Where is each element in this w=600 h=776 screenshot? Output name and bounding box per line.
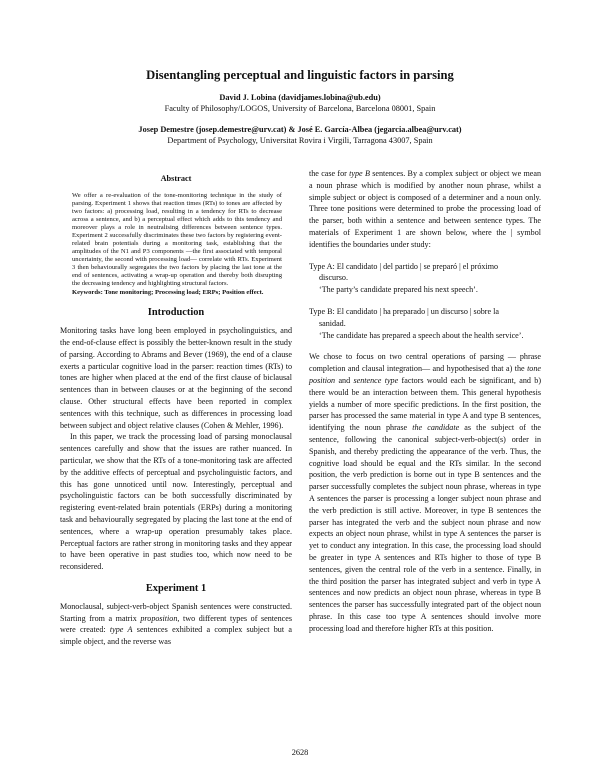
right-column [309, 168, 541, 634]
abstract [60, 192, 292, 298]
author-affiliation: Faculty of Philosophy/LOGOS, University of Barcelona, Barcelona 08001, Spain [164, 103, 436, 113]
example-gloss: ‘The candidate has prepared a speech about the health service’. [319, 330, 524, 340]
emphasis: type B [349, 169, 370, 178]
paragraph [60, 601, 292, 648]
emphasis: type A [109, 625, 133, 635]
example-type-b [309, 306, 541, 341]
text-run: We chose to focus on two central operations of parsing — phrase completion and clausal integration— and hypothesised that a) the [309, 352, 541, 374]
emphasis: proposition [140, 613, 178, 623]
page-number: 2628 [291, 748, 309, 757]
author-name: José E. García-Albea (jegarcia.albea@urv.cat) [297, 125, 462, 134]
introduction-body [60, 325, 292, 573]
text-run: , two different types of sentences were created: [60, 613, 292, 635]
author-affiliation: Department of Psychology, Universitat Rovira i Virgili, Tarragona 43007, Spain [167, 135, 433, 145]
left-column [60, 168, 292, 648]
example-gloss: ‘The party’s candidate prepared his next speech’. [319, 285, 478, 295]
author-name: Josep Demestre (josep.demestre@urv.cat) [138, 125, 287, 134]
section-heading-introduction: Introduction [147, 307, 205, 319]
text-run: sentences. By a complex subject or object we mean a noun phrase which is modified by another noun phrase, whilst a simple subject or object is composed of a determiner and a noun only. Three tone positions were determined to probe the processing load of the parser, both within a sentence and between sentence types. The materials of Experiment 1 are shown below, where the | symbol identifies the boundaries under study: [309, 169, 541, 249]
text-run: Monoclausal, subject-verb-object Spanish sentences were constructed. Starting from a matrix [60, 601, 292, 623]
author-block-2 [0, 125, 600, 146]
example-line: Type A: El candidato | del partido | se preparó | el próximo [309, 261, 499, 271]
paragraph: Monitoring tasks have long been employed in psycholinguistics, and the end-of-clause effect is possibly the better-known result in the study of parsing. According to Abrams and Bever (1969), the end of a clause exerts a particular cognitive load in the parser: reaction times (RTs) to tones are higher when placed at the end of the first clause of biclausal sentences than in between clauses or at the beginning of the second clause. Other structural effects have been reported in complex sentences with this technique, such as differences in processing load between subject and object relative clauses (Cohen & Mehler, 1996). [60, 326, 292, 430]
author-names-line [0, 125, 600, 136]
text-run: factors would each be significant, and b) there would be an interaction between them. This general hypothesis yields a number of more specific predictions. In the first position, the parser has processed the same material in type A and type B sentences, identifying the noun phrase [309, 375, 542, 433]
example-line: discurso. [319, 273, 348, 283]
text-run: sentences exhibited a complex subject but a simple object, and the reverse was [60, 625, 292, 647]
example-type-a [309, 261, 541, 296]
author-name: David J. Lobina (davidjames.lobina@ub.edu) [219, 93, 381, 102]
abstract-text: We offer a re-evaluation of the tone-monitoring technique in the study of parsing. Experiment 1 shows that reaction times (RTs) to tones are affected by two factors: a) processing load, resulting in a tendency for RTs to decrease across a sentence, and b) a perceptual effect which adds to this tendency and moreover plays a role in neutralising differences between sentence types. Experiment 2 successfully discriminates these two factors by registering event-related brain potentials during a monitoring task, establishing that the amplitudes of the N1 and P3 components —the first associated with temporal uncertainty, the second with processing load— correlate with RTs. Experiment 3 then behaviourally segregates the two factors by placing the last tone at the end of sentences, activating a wrap-up operation and thereby both disrupting the decreasing tendency and highlighting structural factors. [72, 191, 282, 288]
author-ampersand: & [286, 125, 298, 134]
paragraph: In this paper, we track the processing load of parsing monoclausal sentences carefully and show that the issues are rather nuanced. In particular, we show that the RTs of a tone-monitoring task are affected by the additive effects of perceptual and psycholinguistic factors, and this has gone unnoticed until now. Interestingly, perceptual and psycholinguistic factors can be both successfully discriminated by registering event-related brain potentials (ERPs) during a monitoring task and behaviourally segregated by placing the last tone at the end of sentences, where a wrap-up operation presumably takes place. Perceptual factors are rather strong in monitoring tasks and they appear to have been operative in past studies too, which now need to be reconsidered. [60, 432, 292, 572]
paragraph [309, 168, 541, 251]
section-heading-experiment-1: Experiment 1 [145, 582, 207, 594]
text-run: the case for [309, 169, 350, 178]
example-line: Type B: El candidato | ha preparado | un discurso | sobre la [309, 306, 499, 316]
abstract-heading: Abstract [160, 174, 192, 183]
example-line: sanidad. [319, 318, 346, 328]
paper-title: Disentangling perceptual and linguistic factors in parsing [146, 68, 454, 82]
author-block-1 [0, 93, 600, 114]
text-run: as the subject of the sentence, following the canonical subject-verb-object(s) order in Spanish, and thereby predicting the appearance of the verb. Thus, the cognitive load should be equal and the RTs similar. In the second position, the verb prediction is borne out in type B sentences and the parser successfully completes the subject noun phrase, whereas in type A sentences the parser is processing a longer subject noun phrase and the verb prediction is still active. Moreover, in type B sentences the parser has integrated the verb and the subject noun phrase and now expects an object noun phrase, whilst in type A sentences the parser is yet to conduct any integration. In this case, the processing load should be greater in type A sentences and RTs higher to those of type B sentences, given the central role of the verb in a sentence. Finally, in the third position the parser has integrated subject and verb in type A sentences and now predicts an object noun phrase, whereas in type B sentences the parser has successfully integrated part of the object noun phrase. In this case too type A sentences should involve more processing load and therefore higher RTs at this position. [309, 423, 541, 633]
experiment-1-body [60, 601, 292, 648]
paragraph [309, 351, 541, 634]
emphasis: tone position [309, 364, 541, 385]
emphasis: the candidate [412, 423, 460, 433]
keywords: Keywords: Tone monitoring; Processing load; ERPs; Position effect. [72, 289, 264, 297]
text-run: and [335, 375, 354, 385]
emphasis: sentence type [353, 375, 399, 385]
